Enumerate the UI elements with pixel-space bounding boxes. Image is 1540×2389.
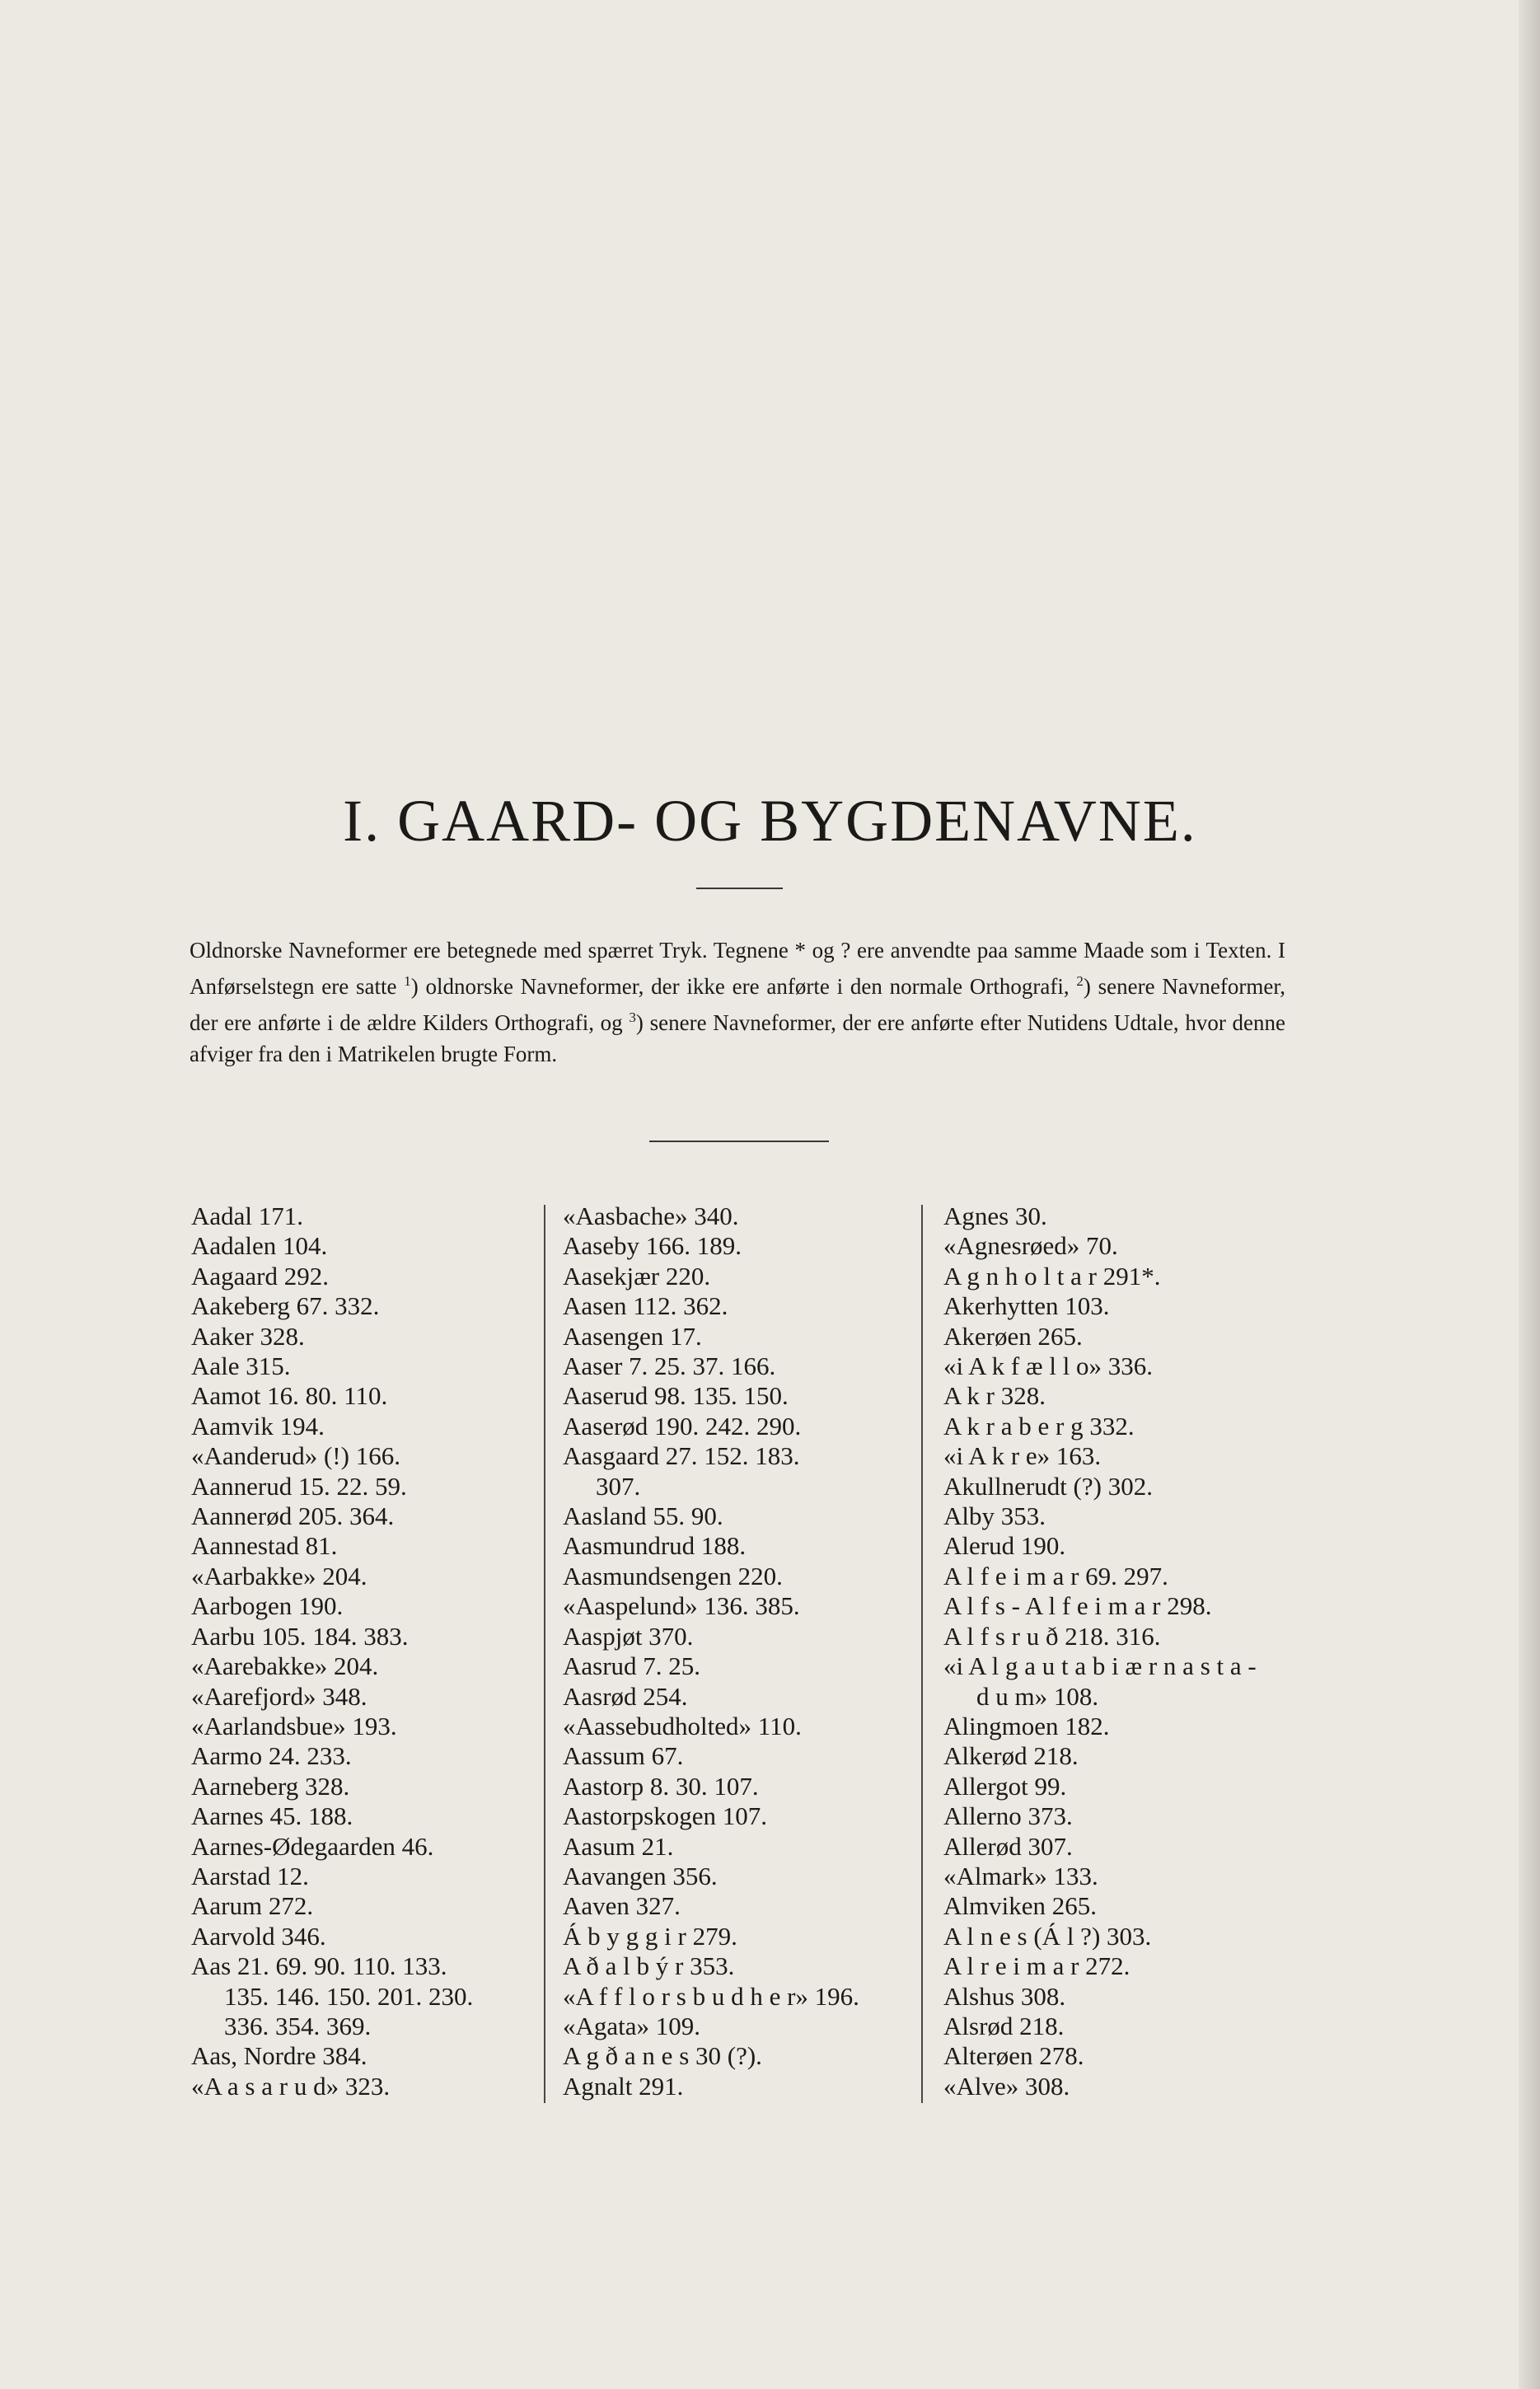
index-column-3 xyxy=(943,1202,1298,2101)
index-entry: Allerno 373. xyxy=(943,1801,1073,1831)
index-entry: Aaserød 190. 242. 290. xyxy=(563,1411,802,1440)
index-entry: «A f f l o r s b u d h e r» 196. xyxy=(563,1981,859,2011)
index-entry: Aadalen 104. xyxy=(191,1231,328,1261)
index-entry: «Aaspelund» 136. 385. xyxy=(563,1591,800,1621)
index-entry: A l f s r u ð 218. 316. xyxy=(943,1621,1161,1651)
index-entry: Aaspjøt 370. xyxy=(563,1621,694,1651)
index-entry: Aannerud 15. 22. 59. xyxy=(191,1471,407,1501)
index-entry: Alingmoen 182. xyxy=(943,1711,1110,1740)
page-title: I. GAARD- OG BYGDENAVNE. xyxy=(343,788,1197,854)
index-entry: A l f e i m a r 69. 297. xyxy=(943,1561,1168,1590)
index-entry: Á b y g g i r 279. xyxy=(563,1921,737,1951)
index-entry: Aarmo 24. 233. xyxy=(191,1741,352,1771)
index-entry: «Agnesrøed» 70. xyxy=(943,1231,1118,1261)
index-entry: «Aarebakke» 204. xyxy=(191,1651,379,1681)
index-entry: Allerød 307. xyxy=(943,1831,1073,1861)
index-entry: Aasengen 17. xyxy=(563,1321,702,1351)
index-entry: Aasen 112. 362. xyxy=(563,1291,728,1321)
index-entry: «i A k r e» 163. xyxy=(943,1441,1102,1471)
index-entry: Aale 315. xyxy=(191,1351,291,1381)
index-entry: «Aasbache» 340. xyxy=(563,1202,739,1230)
index-entry: Alsrød 218. xyxy=(943,2011,1065,2040)
index-entry: Aarvold 346. xyxy=(191,1921,326,1951)
index-entry: «A a s a r u d» 323. xyxy=(191,2071,391,2101)
index-entry: Aarstad 12. xyxy=(191,1861,309,1890)
index-entry: Aasmundrud 188. xyxy=(563,1531,747,1561)
index-entry: A l n e s (Á l ?) 303. xyxy=(943,1921,1152,1951)
index-entry: Alerud 190. xyxy=(943,1531,1066,1561)
footnote-mark-2: 2 xyxy=(1076,973,1084,989)
index-entry: Agnalt 291. xyxy=(563,2071,684,2101)
index-entry: Aastorpskogen 107. xyxy=(563,1801,767,1831)
index-column-2 xyxy=(563,1202,917,2101)
index-entry: A k r a b e r g 332. xyxy=(943,1411,1135,1440)
index-entry: Aannerød 205. 364. xyxy=(191,1501,395,1531)
index-entry: 336. 354. 369. xyxy=(224,2011,372,2040)
intro-paragraph xyxy=(190,935,1285,1070)
index-entry: Aagaard 292. xyxy=(191,1261,329,1291)
index-entry: A g ð a n e s 30 (?). xyxy=(563,2041,762,2071)
intro-text-1: Oldnorske Navneformer ere betegnede med spærret Tryk. Tegnene * og ? ere anvendte paa samme Maade som i Texten. I Anførselstegn ere satte xyxy=(190,938,1285,999)
footnote-mark-1: 1 xyxy=(404,973,411,989)
index-entry: Aasekjær 220. xyxy=(563,1261,711,1291)
index-entry: Allergot 99. xyxy=(943,1771,1067,1801)
index-entry: «i A k f æ l l o» 336. xyxy=(943,1351,1154,1381)
index-entry: Aaseby 166. 189. xyxy=(563,1231,742,1261)
intro-text-4: ) senere Navneformer, der ere anførte efter Nutidens Udtale, hvor denne afviger fra den i Matrikelen brugte Form. xyxy=(190,1010,1285,1066)
index-entry: A ð a l b ý r 353. xyxy=(563,1951,735,1981)
index-entry: Aarnes 45. 188. xyxy=(191,1801,353,1831)
index-entry: Aasgaard 27. 152. 183. xyxy=(563,1441,800,1471)
column-divider-1 xyxy=(544,1205,545,2103)
index-entry: Alshus 308. xyxy=(943,1981,1066,2011)
index-entry: «Aanderud» (!) 166. xyxy=(191,1441,400,1471)
index-entry: Aasrød 254. xyxy=(563,1681,688,1711)
index-entry: Alby 353. xyxy=(943,1501,1046,1531)
index-entry: «Aassebudholted» 110. xyxy=(563,1711,802,1740)
index-entry: Aannestad 81. xyxy=(191,1531,338,1561)
index-entry: Aarbu 105. 184. 383. xyxy=(191,1621,409,1651)
index-entry: A k r 328. xyxy=(943,1381,1046,1411)
index-entry: Akullnerudt (?) 302. xyxy=(943,1471,1153,1501)
index-entry: Aarnes-Ødegaarden 46. xyxy=(191,1831,434,1861)
index-entry: «Aarlandsbue» 193. xyxy=(191,1711,397,1740)
index-entry: Almviken 265. xyxy=(943,1891,1097,1921)
index-entry: Aas 21. 69. 90. 110. 133. xyxy=(191,1951,447,1981)
index-entry: Aastorp 8. 30. 107. xyxy=(563,1771,759,1801)
index-entry: Aasland 55. 90. xyxy=(563,1501,723,1531)
index-entry: Aasum 21. xyxy=(563,1831,674,1861)
index-entry: Alterøen 278. xyxy=(943,2041,1084,2071)
index-entry: Aasmundsengen 220. xyxy=(563,1561,783,1590)
intro-text-2: ) oldnorske Navneformer, der ikke ere anførte i den normale Orthografi, xyxy=(410,974,1070,999)
index-entry: Aamvik 194. xyxy=(191,1411,325,1440)
index-entry: Aadal 171. xyxy=(191,1202,304,1230)
index-entry: Aarum 272. xyxy=(191,1891,314,1921)
page-edge-shadow xyxy=(1519,0,1540,2389)
index-entry: Aarneberg 328. xyxy=(191,1771,350,1801)
index-entry: Aaker 328. xyxy=(191,1321,305,1351)
index-entry: «i A l g a u t a b i æ r n a s t a - xyxy=(943,1651,1257,1681)
index-entry: Aakeberg 67. 332. xyxy=(191,1291,380,1321)
index-entry: Aasrud 7. 25. xyxy=(563,1651,701,1681)
footnote-mark-3: 3 xyxy=(629,1009,636,1025)
index-entry: Akerøen 265. xyxy=(943,1321,1083,1351)
index-entry: «Agata» 109. xyxy=(563,2011,701,2040)
index-entry: 307. xyxy=(596,1471,641,1501)
index-entry: A l f s - A l f e i m a r 298. xyxy=(943,1591,1212,1621)
index-entry: «Aarefjord» 348. xyxy=(191,1681,367,1711)
index-entry: Aamot 16. 80. 110. xyxy=(191,1381,388,1411)
intro-text-3: ) senere Navneformer, der ere anførte i de ældre Kilders Orthografi, og xyxy=(190,974,1285,1035)
index-entry: «Alve» 308. xyxy=(943,2071,1070,2101)
index-entry: «Aarbakke» 204. xyxy=(191,1561,367,1590)
index-entry: Aaserud 98. 135. 150. xyxy=(563,1381,789,1411)
index-entry: Aassum 67. xyxy=(563,1741,684,1771)
index-column-1 xyxy=(191,1202,545,2101)
index-entry: Aaven 327. xyxy=(563,1891,681,1921)
index-entry: Agnes 30. xyxy=(943,1202,1047,1230)
index-entry: 135. 146. 150. 201. 230. xyxy=(224,1981,474,2011)
intro-divider xyxy=(649,1141,829,1142)
index-entry: Akerhytten 103. xyxy=(943,1291,1110,1321)
index-entry: A g n h o l t a r 291*. xyxy=(943,1261,1161,1291)
index-entry: «Almark» 133. xyxy=(943,1861,1098,1890)
title-divider xyxy=(696,888,783,889)
index-entry: Aarbogen 190. xyxy=(191,1591,344,1621)
index-entry: A l r e i m a r 272. xyxy=(943,1951,1130,1981)
column-divider-2 xyxy=(921,1205,923,2103)
index-entry: Alkerød 218. xyxy=(943,1741,1079,1771)
index-entry: Aavangen 356. xyxy=(563,1861,718,1890)
index-entry: d u m» 108. xyxy=(976,1681,1099,1711)
index-entry: Aaser 7. 25. 37. 166. xyxy=(563,1351,776,1381)
index-entry: Aas, Nordre 384. xyxy=(191,2041,367,2071)
